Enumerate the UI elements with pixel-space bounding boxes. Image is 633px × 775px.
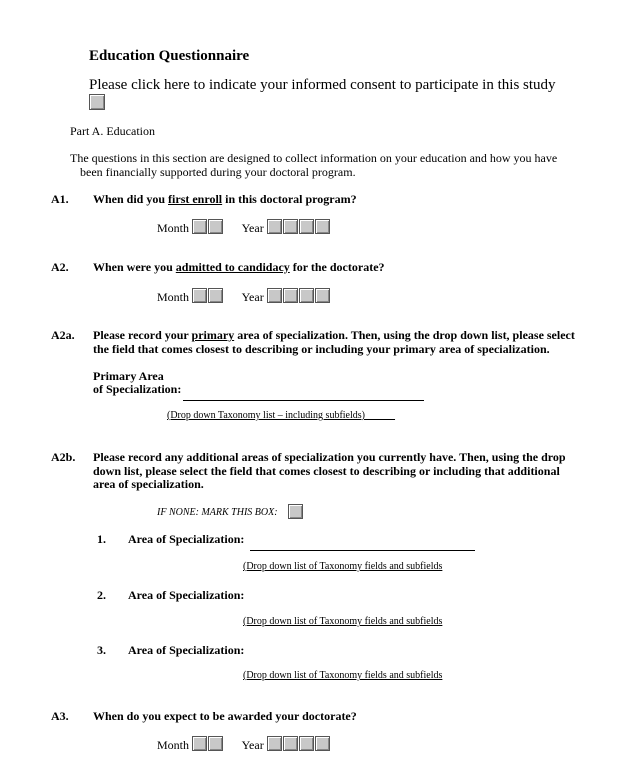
question-number-a3: A3. bbox=[51, 709, 69, 723]
a1-year-digit-4[interactable] bbox=[315, 219, 330, 234]
specialization-1-label: Area of Specialization: bbox=[128, 532, 245, 546]
month-label: Month bbox=[157, 290, 190, 304]
primary-area-label-1: Primary Area bbox=[93, 369, 164, 383]
question-a2a-line2: the field that comes closest to describing or including your primary area of specialization. bbox=[93, 342, 550, 356]
a3-year-digit-1[interactable] bbox=[267, 736, 282, 751]
question-a2a-pre: Please record your bbox=[93, 328, 192, 342]
a2-year-digit-3[interactable] bbox=[299, 288, 314, 303]
a1-year-digit-2[interactable] bbox=[283, 219, 298, 234]
a1-date-row bbox=[157, 219, 331, 236]
question-a1 bbox=[93, 192, 357, 207]
year-label: Year bbox=[241, 221, 264, 235]
page-title: Education Questionnaire bbox=[89, 48, 250, 64]
question-a2-post: for the doctorate? bbox=[289, 260, 385, 274]
a3-year-digit-2[interactable] bbox=[283, 736, 298, 751]
primary-area-input[interactable] bbox=[183, 388, 424, 401]
if-none-label: IF NONE: MARK THIS BOX: bbox=[157, 507, 278, 518]
a1-year-digit-1[interactable] bbox=[267, 219, 282, 234]
a1-month-digit-2[interactable] bbox=[208, 219, 223, 234]
question-number-a2a: A2a. bbox=[51, 328, 75, 342]
a3-year-digit-3[interactable] bbox=[299, 736, 314, 751]
question-a2a-post: area of specialization. Then, using the drop down list, please select bbox=[234, 328, 575, 342]
a2-year-digit-2[interactable] bbox=[283, 288, 298, 303]
question-a2b-line1: Please record any additional areas of specialization you currently have. Then, using the drop bbox=[93, 450, 566, 464]
question-a2a-line1 bbox=[93, 328, 575, 343]
question-a3: When do you expect to be awarded your doctorate? bbox=[93, 709, 357, 723]
if-none-checkbox[interactable] bbox=[288, 504, 303, 519]
question-number-a2b: A2b. bbox=[51, 450, 76, 464]
question-a2a-emph: primary bbox=[191, 328, 235, 342]
specialization-1-dropdown[interactable]: (Drop down list of Taxonomy fields and subfields bbox=[243, 561, 443, 572]
question-a2 bbox=[93, 260, 385, 275]
specialization-1-number: 1. bbox=[97, 532, 106, 546]
part-a-intro-line1: The questions in this section are designed to collect information on your education and how you have bbox=[70, 151, 558, 165]
part-a-heading: Part A. Education bbox=[70, 124, 155, 138]
a3-month-digit-2[interactable] bbox=[208, 736, 223, 751]
specialization-1-input[interactable] bbox=[250, 538, 475, 551]
question-a1-emph: first enroll bbox=[168, 192, 223, 206]
specialization-3-number: 3. bbox=[97, 643, 106, 657]
a1-year-digit-3[interactable] bbox=[299, 219, 314, 234]
year-label: Year bbox=[241, 738, 264, 752]
a3-month-digit-1[interactable] bbox=[192, 736, 207, 751]
a2-date-row bbox=[157, 288, 331, 305]
question-a1-post: in this doctoral program? bbox=[222, 192, 357, 206]
question-a2-pre: When were you bbox=[93, 260, 176, 274]
primary-area-label-2: of Specialization: bbox=[93, 382, 182, 396]
a3-date-row bbox=[157, 736, 331, 753]
a2-month-digit-2[interactable] bbox=[208, 288, 223, 303]
primary-area-dropdown[interactable]: (Drop down Taxonomy list – including subfields)______ bbox=[167, 410, 395, 421]
a1-month-digit-1[interactable] bbox=[192, 219, 207, 234]
specialization-2-number: 2. bbox=[97, 588, 106, 602]
consent-checkbox[interactable] bbox=[89, 94, 105, 110]
consent-text: Please click here to indicate your informed consent to participate in this study bbox=[89, 77, 556, 93]
a2-year-digit-1[interactable] bbox=[267, 288, 282, 303]
question-a1-pre: When did you bbox=[93, 192, 169, 206]
question-a2b-line2: down list, please select the field that comes closest to describing or including that additional bbox=[93, 464, 560, 478]
question-a2-emph: admitted to candidacy bbox=[175, 260, 290, 274]
a3-year-digit-4[interactable] bbox=[315, 736, 330, 751]
month-label: Month bbox=[157, 221, 190, 235]
specialization-2-dropdown[interactable]: (Drop down list of Taxonomy fields and subfields bbox=[243, 616, 443, 627]
year-label: Year bbox=[241, 290, 264, 304]
month-label: Month bbox=[157, 738, 190, 752]
specialization-2-label: Area of Specialization: bbox=[128, 588, 245, 602]
question-number-a2: A2. bbox=[51, 260, 69, 274]
specialization-3-dropdown[interactable]: (Drop down list of Taxonomy fields and subfields bbox=[243, 670, 443, 681]
question-a2b-line3: area of specialization. bbox=[93, 477, 204, 491]
specialization-3-label: Area of Specialization: bbox=[128, 643, 245, 657]
a2-year-digit-4[interactable] bbox=[315, 288, 330, 303]
question-number-a1: A1. bbox=[51, 192, 69, 206]
a2-month-digit-1[interactable] bbox=[192, 288, 207, 303]
part-a-intro-line2: been financially supported during your doctoral program. bbox=[80, 165, 356, 179]
